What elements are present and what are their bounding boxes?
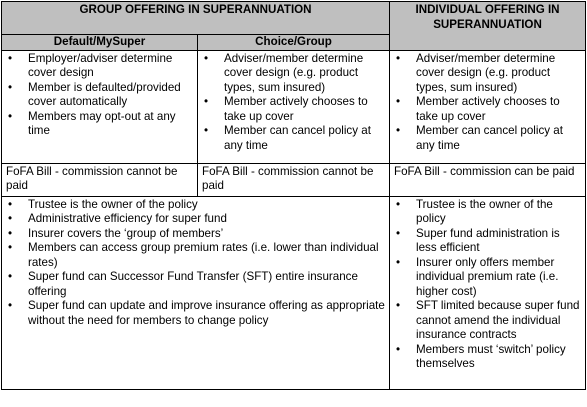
list-item: • Member can cancel policy at any time [394, 124, 581, 153]
list-item: • SFT limited because super fund cannot amend the individual insurance contracts [394, 299, 581, 343]
list-item: • Member actively chooses to take up cover [394, 95, 581, 124]
list-item: • Adviser/member determine cover design (e.g. product types, sum insured) [202, 52, 385, 96]
list-item: • Member actively chooses to take up cover [202, 95, 385, 124]
list-item: • Super fund can update and improve insurance offering as appropriate without the need for members to change policy [6, 299, 385, 328]
individual-features-list [394, 198, 581, 372]
header-row [2, 2, 586, 35]
list-item: • Members must ‘switch’ policy themselves [394, 343, 581, 372]
individual-cover-list [394, 52, 581, 154]
choice-cover-list [202, 52, 385, 154]
cover-row [2, 50, 586, 163]
group-features-list [6, 198, 385, 329]
list-item: • Members may opt-out at any time [6, 110, 193, 139]
list-item: • Member is defaulted/provided cover automatically [6, 81, 193, 110]
list-item: • Administrative efficiency for super fund [6, 212, 385, 227]
individual-offering-header: INDIVIDUAL OFFERING IN SUPERANNUATION [390, 2, 586, 51]
list-item: • Trustee is the owner of the policy [6, 198, 385, 213]
list-item: • Insurer only offers member individual premium rate (i.e. higher cost) [394, 256, 581, 300]
list-item: • Insurer covers the ‘group of members’ [6, 227, 385, 242]
individual-fofa-cell: FoFA Bill - commission can be paid [390, 163, 586, 196]
features-row [2, 196, 586, 389]
list-item: • Super fund can Successor Fund Transfer (SFT) entire insurance offering [6, 270, 385, 299]
default-fofa-cell: FoFA Bill - commission cannot be paid [2, 163, 198, 196]
individual-features-cell [390, 196, 586, 389]
default-mysuper-header: Default/MySuper [2, 35, 198, 51]
default-cover-cell [2, 50, 198, 163]
list-item: • Members can access group premium rates (i.e. lower than individual rates) [6, 241, 385, 270]
list-item: • Trustee is the owner of the policy [394, 198, 581, 227]
group-offering-header: GROUP OFFERING IN SUPERANNUATION [2, 2, 390, 35]
choice-fofa-cell: FoFA Bill - commission cannot be paid [198, 163, 390, 196]
list-item: • Adviser/member determine cover design (e.g. product types, sum insured) [394, 52, 581, 96]
choice-cover-cell [198, 50, 390, 163]
list-item: • Super fund administration is less efficient [394, 227, 581, 256]
list-item: • Employer/adviser determine cover design [6, 52, 193, 81]
individual-cover-cell [390, 50, 586, 163]
default-cover-list [6, 52, 193, 139]
list-item: • Member can cancel policy at any time [202, 124, 385, 153]
fofa-row [2, 163, 586, 196]
superannuation-comparison-table [1, 1, 586, 390]
group-features-cell [2, 196, 390, 389]
choice-group-header: Choice/Group [198, 35, 390, 51]
